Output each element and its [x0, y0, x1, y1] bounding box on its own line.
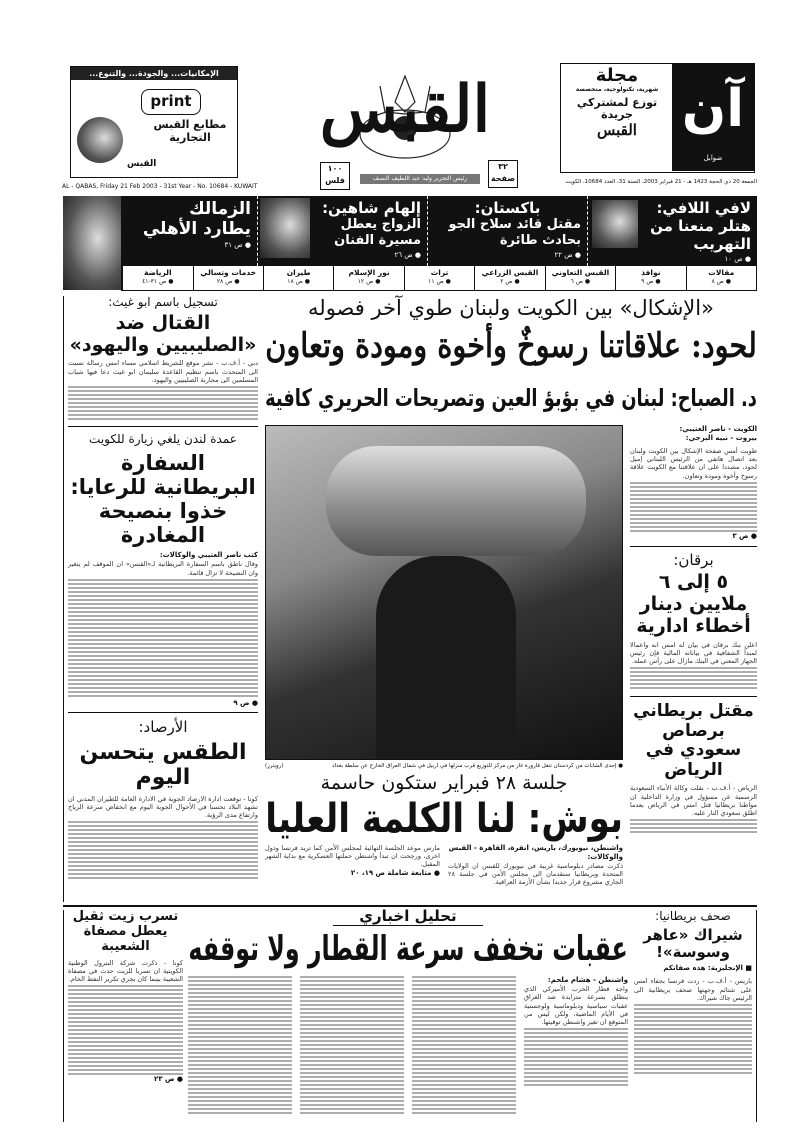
teaser-pakistan[interactable] — [427, 196, 587, 266]
article-headline: الطقس يتحسن اليوم — [79, 740, 247, 791]
teaser-title: لافي اللافي: — [656, 199, 751, 217]
article-body: كونا - توقعت ادارة الارصاد الجوية في الادارة العامة للطيران المدني ان تشهد البلاد تحسنا في الأحوال الجوية اليوم مع انخفاض سرعة الرياح وارتفاع مدى الرؤية. — [68, 794, 258, 820]
lead-byline-1: الكويت - ناصر العتيبي: — [679, 425, 757, 433]
masthead-logo — [250, 60, 560, 160]
article-kicker: برقان: — [673, 550, 714, 569]
article-headline: القتال ضد «الصليبيين واليهود» — [69, 311, 257, 356]
article-body: باريس - أ.ف.ب - ردت فرنسا بجفاء امس على شتائم وجهتها صحف بريطانية الى الرئيس جاك شيراك. — [634, 977, 752, 1002]
teaser-zamalek[interactable] — [121, 196, 257, 266]
article-body: الرياض - أ.ف.ب - نقلت وكالة الأنباء السعودية الرسمية عن مسؤول في وزارة الداخلية ان مواطنا بريطانيا قتل امس في الرياض بعدما اطلق سعودي النار عليه. — [630, 784, 757, 817]
index-item[interactable] — [615, 266, 685, 290]
text-texture — [412, 976, 516, 1116]
index-page: ● ص ٦ — [570, 278, 591, 285]
text-texture — [630, 667, 757, 691]
teaser-title: باكستان: — [474, 199, 541, 217]
article-headline: السفارة البريطانية للرعايا: خذوا بنصيحة المغادرة — [70, 450, 256, 548]
magazine-line1: توزع لمشتركي — [576, 95, 658, 109]
price-label: فلس — [325, 176, 345, 185]
lead-subhead: د. الصباح: لبنان في بؤبؤ العين وتصريحات الحريري كافية — [265, 384, 757, 412]
magazine-logo — [672, 64, 754, 171]
article-body: ذكرت مصادر دبلوماسية غربية في نيويورك للقبس ان الولايات المتحدة وبريطانيا ستقدمان الى مجلس الأمن في جلسة ٢٨ الجاري مشروع قرار جديدا بشأن الأزمة العراقية. — [448, 862, 623, 887]
article-british-killed[interactable] — [630, 696, 757, 902]
article-kicker: صحف بريطانيا: — [655, 910, 731, 923]
ad-commercial-printing[interactable] — [70, 66, 238, 178]
article-page-ref: ● ص ٩ — [233, 698, 258, 707]
pages-badge — [488, 160, 518, 188]
magazine-title: مجلة — [595, 65, 639, 86]
right-column — [630, 425, 757, 902]
article-body: دبي - أ.ف.ب - نشر موقع للشريط اسلامي مساء امس رسالة نسبت الى المتحدث باسم تنظيم القاعدة سليمان ابو غيث دعا فيها شباب المسلمين الى محاربة الصليبيين واليهود. — [68, 359, 258, 384]
teaser-title: إلهام شاهين: — [322, 199, 421, 217]
dateline-ar: الجمعة 20 ذي الحجة 1423 هـ - 21 فبراير 2003، السنة 31، العدد 10684، الكويت — [565, 179, 757, 185]
price-badge — [320, 162, 350, 190]
index-page: ● ص ١٨ — [287, 278, 311, 285]
article-abu-ghaith[interactable] — [68, 296, 258, 427]
magazine-logo-text: آن — [681, 79, 745, 139]
ad-tagline: الإمكانيات... والجودة... والتنوع... — [71, 67, 237, 80]
text-texture — [188, 976, 292, 1116]
index-label: طيران — [286, 268, 311, 277]
index-label: نور الإسلام — [348, 268, 390, 277]
photo-credit: (رويترز) — [265, 763, 284, 769]
index-item[interactable] — [404, 266, 474, 290]
teaser-lafi[interactable] — [587, 196, 757, 266]
teaser-elham[interactable] — [257, 196, 427, 266]
ad-name: مطابع القبس التجارية — [153, 118, 227, 144]
teaser-text: الزواج يعطل مسيرة الفنان — [334, 217, 421, 248]
teaser-lafi-photo — [592, 200, 638, 248]
magazine-sub: شهرية، تكنولوجية، متخصصة — [575, 85, 659, 93]
article-chirac[interactable] — [634, 910, 757, 1122]
index-item[interactable] — [686, 266, 756, 290]
article-headline: عقبات تخفف سرعة القطار ولا توقفه — [188, 929, 628, 970]
person-figure — [376, 556, 516, 759]
index-label: تراث — [430, 268, 449, 277]
lead-photo — [265, 425, 623, 760]
magazine-line2: جريدة — [601, 108, 633, 122]
article-subhead: ■ الإنجليزية: هذه صفاتكم — [663, 964, 752, 973]
index-item[interactable] — [263, 266, 333, 290]
teaser-title: الزمالك — [189, 199, 251, 219]
index-item[interactable] — [333, 266, 403, 290]
pages-label: صفحة — [490, 174, 516, 183]
index-label: القبس الزراعي — [481, 268, 539, 277]
index-page: ● ص ٢ — [500, 278, 520, 285]
lead-kicker: «الإشكال» بين الكويت ولبنان طوي آخر فصوله — [308, 296, 714, 320]
teaser-elham-photo — [260, 198, 310, 258]
text-texture — [524, 1028, 628, 1088]
index-page: ● ص ١١ — [428, 278, 451, 285]
index-page: ● ص ٣١-٤١ — [142, 278, 174, 285]
football-photo — [63, 196, 121, 290]
index-page: ● ص ٩ — [641, 278, 661, 285]
article-body: واجه قطار الحرب الأميركي الذي ينطلق بسرعة متزايدة ضد العراق عقبات سياسية ودبلوماسية ولوجستية في الأيام الماضية، ولكن ليس من المتوقع ان تغير واشنطن توقيتها. — [524, 985, 628, 1027]
analysis-columns — [188, 976, 628, 1116]
article-page-ref: ● متابعة شاملة ص ١٩، ٢٠ — [350, 868, 440, 877]
logo-text: القبس — [319, 72, 491, 147]
magazine-brand-small: ضوابل — [703, 154, 723, 162]
index-item[interactable] — [193, 266, 263, 290]
article-headline: تسرب زيت ثقيل يعطل مصفاة الشعيبة — [72, 910, 179, 954]
index-label: خدمات وتسالي — [200, 268, 257, 277]
magazine-text — [565, 66, 669, 139]
editor-line: رئيس التحرير وليد عبد اللطيف النصف — [360, 174, 480, 184]
article-kicker: عمدة لندن يلغي زيارة للكويت — [89, 432, 237, 447]
text-texture — [68, 579, 258, 699]
index-item[interactable] — [545, 266, 615, 290]
text-texture — [634, 1004, 752, 1074]
teaser-text: يطارد الأهلي — [142, 219, 251, 239]
article-headline: شيراك «عاهر وسوسة»! — [643, 925, 743, 962]
analysis-label: تحليل اخباري — [333, 908, 483, 926]
article-oil-leak[interactable] — [63, 910, 183, 1122]
index-page: ● ص ٨ — [711, 278, 732, 285]
teaser-page: ● ص ٢٢ — [554, 251, 581, 259]
magazine-brand: القبس — [597, 120, 637, 139]
teaser-strip — [63, 196, 757, 266]
gas-cylinder — [326, 446, 586, 556]
text-texture — [68, 985, 183, 1075]
article-byline: واشنطن - هشام ملحم: — [547, 976, 628, 985]
text-texture — [630, 482, 757, 532]
article-headline: بوش: لنا الكلمة العليا — [265, 796, 623, 842]
ad-magazine[interactable] — [560, 63, 755, 173]
lead-column — [630, 425, 757, 541]
index-label: مقالات — [708, 268, 735, 277]
index-page: ● ص ١٢ — [357, 278, 381, 285]
article-body: مارس موعد الجلسة النهائية لمجلس الأمن كما تريد فرنسا ودول اخرى، ورجحت ان تبدأ واشنطن حملتها العسكرية مع بداية الشهر المقبل. — [265, 844, 440, 869]
article-page-ref: ● ص ٢٣ — [154, 1075, 183, 1084]
index-label: القبس التعاوني — [551, 268, 610, 277]
article-bush[interactable] — [265, 772, 623, 902]
print-bubble: print — [141, 89, 201, 115]
bottom-rule — [63, 905, 757, 907]
article-embassy[interactable] — [68, 427, 258, 713]
article-kicker: تسجيل باسم ابو غيث: — [108, 295, 218, 309]
text-texture — [68, 821, 258, 881]
teaser-text: مقتل قائد سلاح الجو بحادث طائرة — [448, 217, 581, 248]
section-index — [121, 266, 757, 291]
text-texture — [300, 976, 404, 1116]
price: ١٠٠ — [327, 164, 343, 173]
article-kicker: الأرصاد: — [138, 717, 188, 736]
lead-body: طويت أمس صفحة الإشكال بين الكويت ولبنان بعد اتصال هاتفي من الرئيس اللبناني إميل لحود، مشددا على ان علاقتنا مع الكويت علاقة رسوخ وأخوة ومودة وتعاون. — [630, 447, 757, 480]
pages: ٣٢ — [498, 162, 508, 171]
text-texture — [68, 386, 258, 422]
article-headline: مقتل بريطاني برصاص سعودي في الرياض — [633, 701, 754, 780]
article-headline: ٥ إلى ٦ ملايين دينار أخطاء ادارية — [636, 571, 751, 637]
globe-image — [77, 117, 123, 163]
index-item[interactable] — [474, 266, 544, 290]
photo-caption: ● إحدى الشابات من كردستان تنقل قارورة غاز من مركز للتوزيع قرب منزلها في اربيل في شمال العراق الخارج عن سلطة بغداد — [332, 763, 623, 769]
article-byline: كتب ناصر العتيبي والوكالات: — [159, 551, 258, 560]
article-body: وقال ناطق باسم السفارة البريطانية لـ«القبس» ان الموقف لم يتغير وان النصيحة لا تزال قائمة. — [68, 560, 258, 577]
teaser-page: ● ص ١٠ — [724, 255, 751, 263]
ad-brand: القبس — [127, 159, 157, 169]
dateline-en: AL - QABAS, Friday 21 Feb 2003 - 31st Year - No. 10684 - KUWAIT — [62, 183, 258, 190]
teaser-page: ● ص ٢٦ — [394, 251, 421, 259]
index-item[interactable] — [122, 266, 192, 290]
teaser-page: ● ص ٣١ — [224, 241, 251, 249]
text-texture — [630, 819, 757, 835]
teaser-text: هتلر منعنا من التهريب — [650, 217, 751, 253]
index-label: نوافذ — [641, 268, 661, 277]
index-label: الرياضة — [144, 268, 172, 277]
article-byline: واشنطن، نيويورك، باريس، انقرة، القاهرة - القبس والوكالات: — [448, 844, 623, 861]
article-body: اعلن بنك برقان في بيان له امس انه واعمالا لمبدأ الشفافية في بياناته المالية فإن رئيس الجهاز المعني في البنك مازال على رأس عمله. — [630, 640, 757, 665]
lead-byline-2: بيروت - نبيه البرجي: — [685, 434, 757, 442]
article-analysis[interactable] — [188, 908, 628, 1122]
article-body: كونا - ذكرت شركة البترول الوطنية الكويتية ان تسربا للزيت حدث في مصفاة الشعيبة بينما كان يجري تكرير النفط الخام. — [68, 958, 183, 984]
lead-headline[interactable]: لحود: علاقاتنا رسوخٌ وأخوة ومودة وتعاون — [265, 326, 757, 366]
article-kicker: جلسة ٢٨ فبراير ستكون حاسمة — [320, 772, 568, 794]
article-weather[interactable] — [68, 713, 258, 902]
index-page: ● ص ٢٨ — [216, 278, 240, 285]
lead-page-ref: ● ص ٣ — [732, 531, 757, 540]
article-burqan[interactable] — [630, 546, 757, 691]
left-column — [63, 296, 258, 902]
